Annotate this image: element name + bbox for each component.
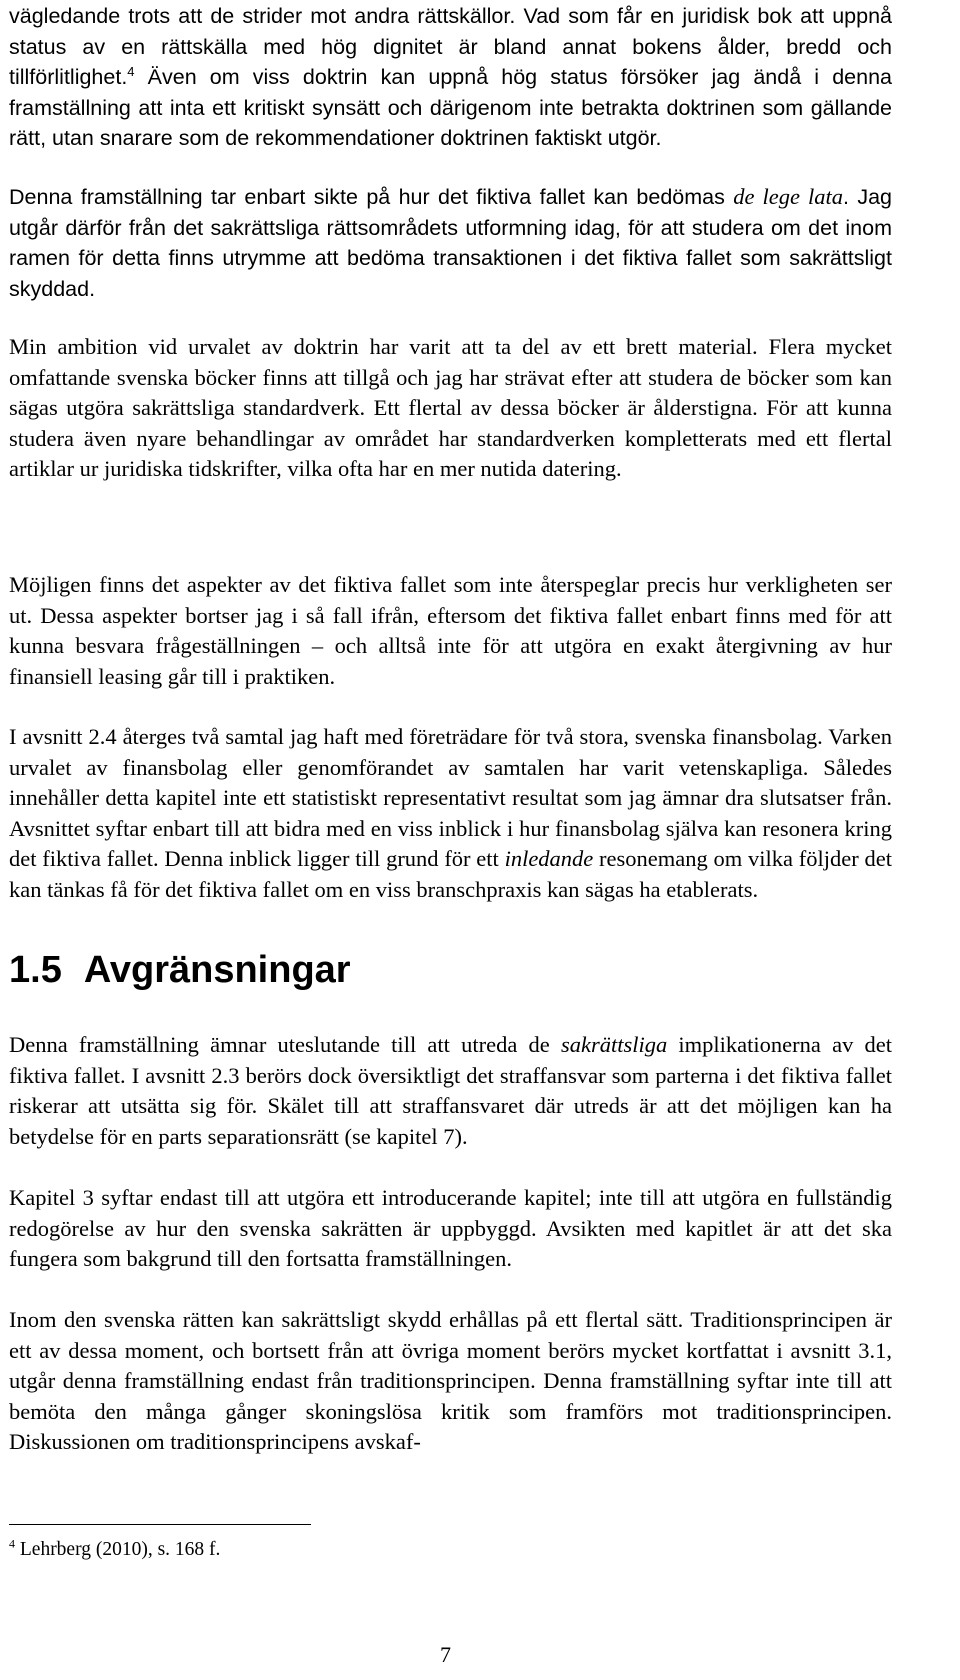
page-number: 7 xyxy=(440,1642,451,1667)
paragraph-fictive-case-aspects xyxy=(9,570,892,692)
section-heading xyxy=(9,948,351,992)
paragraph-text: Min ambition vid urvalet av doktrin har varit att ta del av ett brett material. Flera mycket omfattande svenska böcker finns att tillgå och jag har strävat efter att studera de böcker som kan sägas utgöra sakrättsliga standardverk. Ett flertal av dessa böcker är ålderstigna. För att kunna studera även nyare behandlingar av området har standardverken kompletterats med ett flertal artiklar ur juridiska tidskrifter, vilka ofta har en mer nutida datering. xyxy=(9,334,892,481)
section-title: Avgränsningar xyxy=(83,949,351,991)
paragraph-doctrine-status xyxy=(9,1,892,154)
footnote-reference: 4 xyxy=(127,63,135,79)
paragraph-text: resonemang om vilka följder det kan tänkas få för det fiktiva fallet om en viss branschpraxis kan sägas ha etablerats. xyxy=(9,846,892,902)
paragraph-de-lege-lata xyxy=(9,182,892,304)
paragraph-text: vägledande trots att de strider mot andra rättskällor. Vad som får en juridisk bok att uppnå status av en rättskälla med hög dignitet är bland annat bokens ålder, bredd och tillförlitlighet. xyxy=(9,4,892,89)
paragraph-interviews xyxy=(9,722,892,905)
paragraph-text: Möjligen finns det aspekter av det fiktiva fallet som inte återspeglar precis hur verkligheten ser ut. Dessa aspekter bortser jag i så fall ifrån, eftersom det fiktiva fallet enbart finns med för att kunna besvara frågeställningen – och alltså inte för att utgöra en exakt återgivning av hur finansiell leasing går till i praktiken. xyxy=(9,572,892,689)
paragraph-text: Inom den svenska rätten kan sakrättsligt skydd erhållas på ett flertal sätt. Traditionsprincipen är ett av dessa moment, och bortsett från att övriga moment berörs mycket kortfattat i avsnitt 3.1, utgår denna framställning endast från traditionsprincipen. Denna framställning syftar inte till att bemöta den många gånger skoningslösa kritik som framförs mot traditionsprincipen. Diskussionen om traditionsprincipens avskaf- xyxy=(9,1307,892,1454)
paragraph-text: implikationerna av det fiktiva fallet. I avsnitt 2.3 berörs dock översiktligt det straffansvar som parterna i det fiktiva fallet riskerar att utsätta sig för. Skälet till att straffansvaret där utreds är att det möjligen kan ha betydelse för en parts separationsrätt (se kapitel 7). xyxy=(9,1032,893,1149)
footnote-separator xyxy=(9,1524,311,1525)
italic-term: sakrättsliga xyxy=(560,1032,668,1057)
paragraph-text: Även om viss doktrin kan uppnå hög status försöker jag ändå i denna framställning att inta ett kritiskt synsätt och därigenom inte betrakta doktrinen som gällande rätt, utan snarare som de rekommendationer doktrinen faktiskt utgör. xyxy=(9,65,892,150)
footnote xyxy=(9,1537,220,1563)
italic-term: de lege lata xyxy=(733,184,843,209)
paragraph-text: I avsnitt 2.4 återges två samtal jag haft med företrädare för två stora, svenska finansbolag. Varken urvalet av finansbolag eller genomförandet av samtalen har varit vetenskapliga. Således innehåller detta kapitel inte ett statistiskt representativt resultat som jag ämnar dra slutsatser från. Avsnittet syftar enbart till att bidra med en viss inblick i hur finansbolag själva kan resonera kring det fiktiva fallet. Denna inblick ligger till grund för ett xyxy=(9,724,892,871)
footnote-number: 4 xyxy=(9,1536,15,1551)
paragraph-scope xyxy=(9,1030,892,1152)
section-number: 1.5 xyxy=(9,949,62,991)
paragraph-text: Kapitel 3 syftar endast till att utgöra ett introducerande kapitel; inte till att utgöra en fullständig redogörelse av hur den svenska sakrätten är uppbyggd. Avsikten med kapitlet är att det ska fungera som bakgrund till den fortsatta framställningen. xyxy=(9,1185,892,1271)
paragraph-text: . Jag utgår därför från det sakrättsliga rättsområdets utformning idag, för att studera om det inom ramen för detta finns utrymme att bedöma transaktionen i det fiktiva fallet som sakrättsligt skyddad. xyxy=(9,185,892,301)
paragraph-tradition-principle xyxy=(9,1305,892,1458)
paragraph-chapter-3 xyxy=(9,1183,892,1275)
footnote-text: Lehrberg (2010), s. 168 f. xyxy=(15,1539,221,1560)
italic-term: inledande xyxy=(504,846,594,871)
paragraph-text: Denna framställning tar enbart sikte på hur det fiktiva fallet kan bedömas xyxy=(9,185,734,209)
paragraph-text: Denna framställning ämnar uteslutande till att utreda de xyxy=(9,1032,561,1057)
paragraph-doctrine-selection xyxy=(9,332,892,485)
